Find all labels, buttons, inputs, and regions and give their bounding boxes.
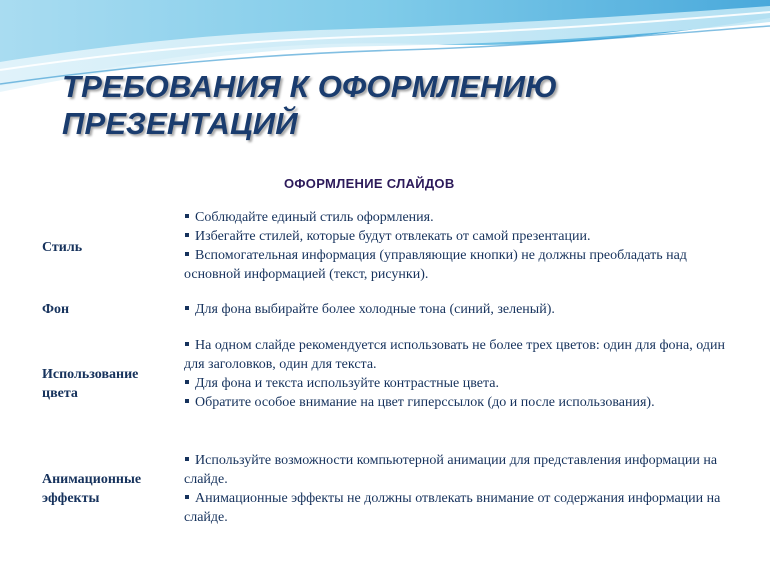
list-item (184, 227, 740, 246)
list-item (184, 451, 740, 489)
bullet-icon (185, 495, 189, 499)
bullet-icon (185, 342, 189, 346)
item-text: Избегайте стилей, которые будут отвлекать от самой презентации. (195, 229, 591, 244)
bullet-list (184, 300, 740, 319)
slide-title: ТРЕБОВАНИЯ К ОФОРМЛЕНИЮ ПРЕЗЕНТАЦИЙ (62, 69, 558, 141)
bullet-list (184, 451, 740, 527)
list-item (184, 489, 740, 527)
item-text: Для фона выбирайте более холодные тона (синий, зеленый). (195, 302, 555, 317)
item-text: Анимационные эффекты не должны отвлекать внимание от содержания информации на слайде. (184, 491, 721, 525)
section-heading: ОФОРМЛЕНИЕ СЛАЙДОВ (284, 176, 455, 191)
row-label: Анимационные эффекты (42, 472, 142, 506)
bullet-list (184, 336, 740, 412)
list-item (184, 246, 740, 284)
list-item (184, 374, 740, 393)
item-text: Обратите особое внимание на цвет гиперссылок (до и после использования). (195, 395, 655, 410)
list-item (184, 208, 740, 227)
bullet-icon (185, 380, 189, 384)
item-text: Вспомогательная информация (управляющие кнопки) не должны преобладать над основной информацией (текст, рисунки). (184, 248, 687, 282)
bullet-icon (185, 252, 189, 256)
bullet-icon (185, 306, 189, 310)
list-item (184, 393, 740, 412)
bullet-icon (185, 399, 189, 403)
row-label: Стиль (42, 240, 83, 255)
row-label: Использование цвета (42, 367, 139, 401)
item-text: Соблюдайте единый стиль оформления. (195, 210, 434, 225)
list-item (184, 336, 740, 374)
bullet-list (184, 208, 740, 284)
item-text: Для фона и текста используйте контрастные цвета. (195, 376, 499, 391)
item-text: Используйте возможности компьютерной анимации для представления информации на слайде. (184, 453, 718, 487)
bullet-icon (185, 214, 189, 218)
bullet-icon (185, 233, 189, 237)
row-label: Фон (42, 302, 70, 317)
list-item (184, 300, 740, 319)
item-text: На одном слайде рекомендуется использовать не более трех цветов: один для фона, один для заголовков, один для текста. (184, 338, 725, 372)
bullet-icon (185, 457, 189, 461)
